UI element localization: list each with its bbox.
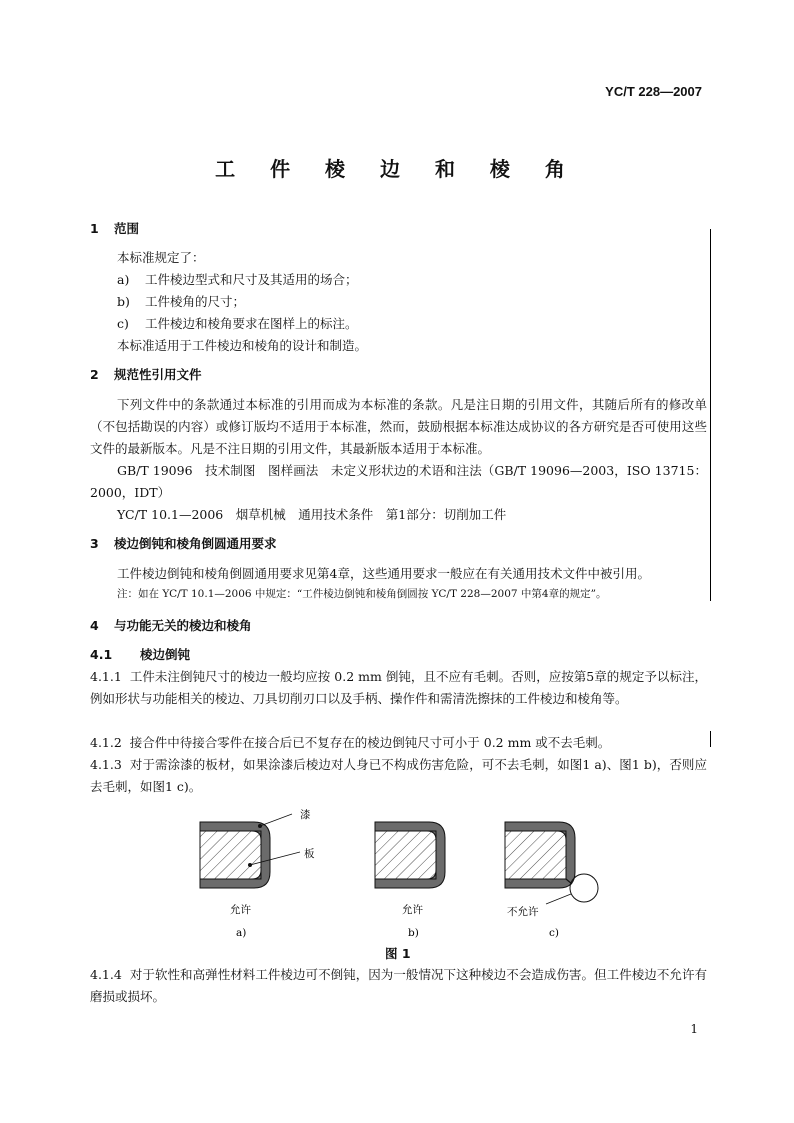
clause-4-1-2: 4.1.2 接合件中待接合零件在接合后已不复存在的棱边倒钝尺寸可小于 0.2 mm 或不去毛刺。 bbox=[90, 735, 611, 750]
section-3-heading bbox=[90, 534, 277, 552]
panel-c-tag: c) bbox=[549, 927, 559, 939]
section-title: 范围 bbox=[114, 221, 140, 236]
figure-1 bbox=[180, 800, 620, 950]
sec3-note: 注：如在 YC/T 10.1—2006 中规定：“工件棱边倒钝和棱角倒圆按 YC/T 228—2007 中第4章的规定”。 bbox=[117, 588, 607, 600]
section-number: 3 bbox=[90, 536, 99, 551]
section-number: 1 bbox=[90, 221, 99, 236]
panel-b-tag: b) bbox=[408, 927, 419, 939]
clause-4-1-1: 4.1.1 工件未注倒钝尺寸的棱边一般均应按 0.2 mm 倒钝，且不应有毛刺。否则，应按第5章的规定予以标注，例如形状与功能相关的棱边、刀具切削刃口以及手柄、操作件和需清洗擦抹的工件棱边和棱角等。 bbox=[90, 669, 707, 706]
sec2-paragraph: 下列文件中的条款通过本标准的引用而成为本标准的条款。凡是注日期的引用文件，其随后所有的修改单（不包括勘误的内容）或修订版均不适用于本标准，然而，鼓励根据本标准达成协议的各方研究是否可使用这些文件的最新版本。凡是不注日期的引用文件，其最新版本适用于本标准。 bbox=[90, 397, 707, 456]
detail-circle bbox=[570, 874, 598, 902]
sec3-paragraph: 工件棱边倒钝和棱角倒圆通用要求见第4章，这些通用要求一般应在有关通用技术文件中被引用。 bbox=[117, 566, 650, 581]
figure-panel-c bbox=[505, 822, 598, 904]
leader-line bbox=[260, 814, 292, 826]
panel-c-status: 不允许 bbox=[507, 906, 539, 918]
change-bar-upper bbox=[710, 229, 711, 601]
section-1-heading bbox=[90, 219, 139, 237]
sec2-reference-1: GB/T 19096 技术制图 图样画法 未定义形状边的术语和注法（GB/T 19096—2003，ISO 13715：2000，IDT） bbox=[90, 463, 707, 500]
sec1-scope: 本标准适用于工件棱边和棱角的设计和制造。 bbox=[117, 338, 368, 353]
plate bbox=[200, 831, 261, 879]
paint-label: 漆 bbox=[300, 809, 311, 821]
sec2-reference-2: YC/T 10.1—2006 烟草机械 通用技术条件 第1部分：切削加工件 bbox=[117, 507, 507, 522]
sec1-item-c: c) 工件棱边和棱角要求在图样上的标注。 bbox=[117, 316, 358, 331]
panel-b-status: 允许 bbox=[402, 904, 423, 916]
figure-panel-a bbox=[200, 814, 300, 888]
clause-4-1-4: 4.1.4 对于软性和高弹性材料工件棱边可不倒钝，因为一般情况下这种棱边不会造成伤害。但工件棱边不允许有磨损或损坏。 bbox=[90, 967, 707, 1004]
figure-caption: 图 1 bbox=[385, 946, 411, 961]
clause-4-1-3: 4.1.3 对于需涂漆的板材，如果涂漆后棱边对人身已不构成伤害危险，可不去毛刺，如图1 a)、图1 b)，否则应去毛刺，如图1 c)。 bbox=[90, 757, 708, 794]
plate bbox=[505, 831, 566, 879]
section-2-heading bbox=[90, 365, 202, 383]
plate-label: 板 bbox=[304, 848, 315, 860]
section-number: 4 bbox=[90, 618, 99, 633]
standard-code: YC/T 228—2007 bbox=[605, 84, 702, 99]
sec1-item-b: b) 工件棱角的尺寸； bbox=[117, 294, 246, 309]
section-number: 2 bbox=[90, 367, 99, 382]
sec1-intro: 本标准规定了： bbox=[117, 250, 205, 265]
section-title: 棱边倒钝和棱角倒圆通用要求 bbox=[114, 536, 277, 551]
panel-a-tag: a) bbox=[236, 927, 247, 939]
figure-panel-b bbox=[375, 822, 445, 888]
leader-line bbox=[546, 894, 571, 904]
section-4-heading bbox=[90, 616, 252, 634]
subsection-4-1-heading: 4.1 棱边倒钝 bbox=[90, 647, 191, 662]
sec1-item-a: a) 工件棱边型式和尺寸及其适用的场合； bbox=[117, 272, 358, 287]
page-number: 1 bbox=[690, 1022, 698, 1036]
change-bar-lower bbox=[710, 731, 711, 747]
section-title: 与功能无关的棱边和棱角 bbox=[114, 618, 252, 633]
plate bbox=[375, 831, 436, 879]
panel-a-status: 允许 bbox=[230, 904, 251, 916]
section-title: 规范性引用文件 bbox=[114, 367, 202, 382]
document-title: 工 件 棱 边 和 棱 角 bbox=[215, 157, 579, 181]
